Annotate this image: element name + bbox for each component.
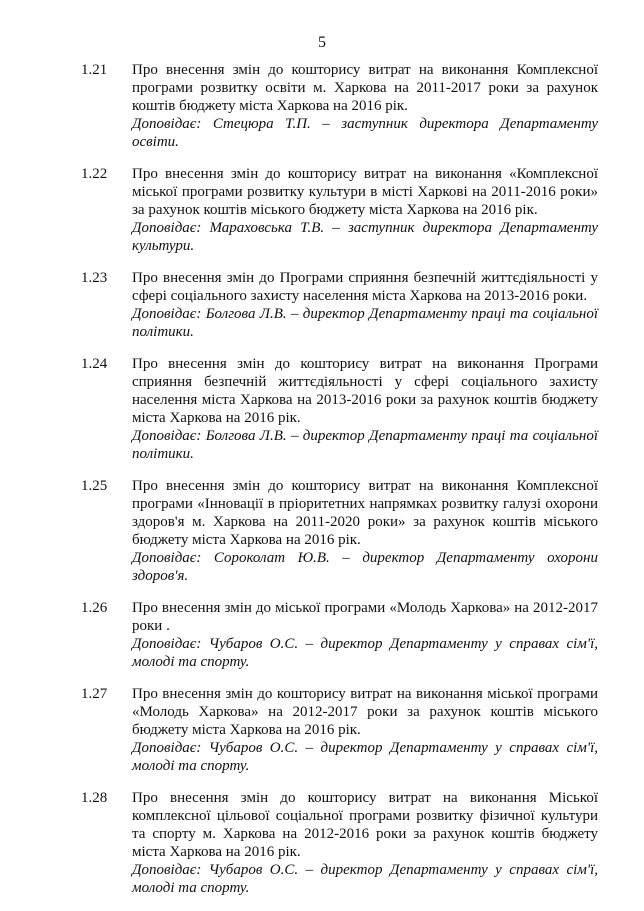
agenda-item-number: 1.26 [81, 600, 108, 616]
agenda-item [0, 61, 644, 151]
agenda-item-speaker: Доповідає: Чубаров О.С. – директор Департаменту у справах сім'ї, молоді та спорту. [132, 740, 598, 774]
agenda-item [0, 599, 644, 671]
agenda-item-speaker: Доповідає: Чубаров О.С. – директор Департаменту у справах сім'ї, молоді та спорту. [132, 636, 598, 670]
agenda-item-speaker: Доповідає: Сороколат Ю.В. – директор Департаменту охорони здоров'я. [132, 550, 598, 584]
agenda-item [0, 477, 644, 585]
agenda-item-body [132, 685, 598, 775]
agenda-item-speaker: Доповідає: Болгова Л.В. – директор Департаменту праці та соціальної політики. [132, 428, 598, 462]
agenda-item-body [132, 599, 598, 671]
agenda-item-number: 1.27 [81, 686, 108, 702]
agenda-item [0, 685, 644, 775]
agenda-item-number: 1.23 [81, 270, 108, 286]
agenda-item-speaker: Доповідає: Болгова Л.В. – директор Департаменту праці та соціальної політики. [132, 306, 598, 340]
agenda-item-number: 1.25 [81, 478, 108, 494]
agenda-item-text: Про внесення змін до кошторису витрат на виконання «Комплексної міської програми розвитку культури в місті Харкові на 2011-2016 роки» за рахунок коштів міського бюджету міста Харкова на 2016 рік. [132, 166, 598, 218]
page-number: 5 [318, 34, 326, 51]
agenda-item-speaker: Доповідає: Стецюра Т.П. – заступник директора Департаменту освіти. [132, 116, 598, 150]
agenda-item-speaker: Доповідає: Мараховська Т.В. – заступник директора Департаменту культури. [132, 220, 598, 254]
agenda-item-body [132, 269, 598, 341]
agenda-item [0, 269, 644, 341]
agenda-item-text: Про внесення змін до кошторису витрат на виконання Комплексної програми розвитку освіти м. Харкова на 2011-2017 роки за рахунок коштів бюджету міста Харкова на 2016 рік. [132, 62, 598, 114]
agenda-item-number: 1.22 [81, 166, 108, 182]
agenda-item-speaker: Доповідає: Чубаров О.С. – директор Департаменту у справах сім'ї, молоді та спорту. [132, 862, 598, 896]
agenda-item-body [132, 165, 598, 255]
agenda-item-text: Про внесення змін до кошторису витрат на виконання міської програми «Молодь Харкова» на 2012-2017 роки за рахунок коштів міського бюджету міста Харкова на 2016 рік. [132, 686, 598, 738]
agenda-item-body [132, 477, 598, 585]
agenda-item [0, 355, 644, 463]
agenda-item [0, 165, 644, 255]
agenda-item-number: 1.21 [81, 62, 108, 78]
agenda-item-body [132, 61, 598, 151]
agenda-item-body [132, 789, 598, 897]
agenda-item-text: Про внесення змін до кошторису витрат на виконання Програми сприяння безпечній життєдіяльності у сфері соціального захисту населення міста Харкова на 2013-2016 роки за рахунок коштів бюджету міста Харкова на 2016 рік. [132, 356, 598, 426]
agenda-item-list [0, 61, 644, 911]
agenda-item-text: Про внесення змін до міської програми «Молодь Харкова» на 2012-2017 роки . [132, 600, 598, 634]
agenda-item-text: Про внесення змін до кошторису витрат на виконання Комплексної програми «Інновації в пріоритетних напрямках розвитку галузі охорони здоров'я м. Харкова на 2011-2020 роки» за рахунок коштів міського бюджету міста Харкова на 2016 рік. [132, 478, 598, 548]
agenda-item [0, 789, 644, 897]
agenda-item-text: Про внесення змін до кошторису витрат на виконання Міської комплексної цільової соціальної програми розвитку фізичної культури та спорту м. Харкова на 2012-2016 роки за рахунок коштів бюджету міста Харкова на 2016 рік. [132, 790, 598, 860]
agenda-item-number: 1.24 [81, 356, 108, 372]
agenda-item-text: Про внесення змін до Програми сприяння безпечній життєдіяльності у сфері соціального захисту населення міста Харкова на 2013-2016 роки. [132, 270, 598, 304]
agenda-item-body [132, 355, 598, 463]
agenda-item-number: 1.28 [81, 790, 108, 806]
